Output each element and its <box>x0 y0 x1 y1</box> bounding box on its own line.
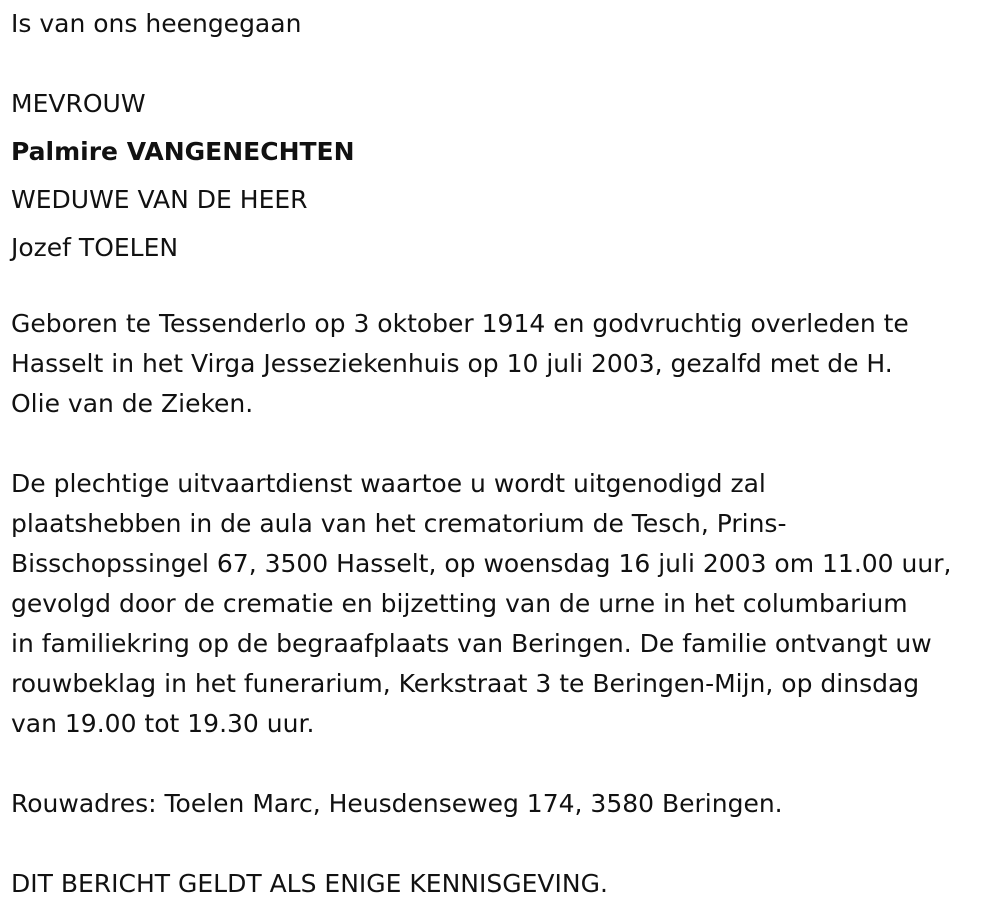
spacer <box>11 424 996 464</box>
paragraph-line: in familiekring op de begraafplaats van Beringen. De familie ontvangt uw <box>11 629 932 658</box>
paragraph-line: van 19.00 tot 19.30 uur. <box>11 709 315 738</box>
title-prefix: MEVROUW <box>11 89 146 118</box>
paragraph-line: Hasselt in het Virga Jesseziekenhuis op 10 juli 2003, gezalfd met de H. <box>11 349 893 378</box>
mourning-address: Rouwadres: Toelen Marc, Heusdenseweg 174, 3580 Beringen. <box>11 789 783 818</box>
closing-text: DIT BERICHT GELDT ALS ENIGE KENNISGEVING. <box>11 869 608 898</box>
intro-text: Is van ons heengegaan <box>11 9 302 38</box>
spacer <box>11 824 996 864</box>
service-paragraph <box>11 464 996 744</box>
deceased-name: Palmire VANGENECHTEN <box>11 137 355 166</box>
birth-paragraph <box>11 304 996 424</box>
death-notice <box>11 0 996 904</box>
spacer <box>11 272 996 304</box>
paragraph-line: plaatshebben in de aula van het crematorium de Tesch, Prins- <box>11 509 787 538</box>
spacer <box>11 48 996 80</box>
paragraph-line: rouwbeklag in het funerarium, Kerkstraat 3 te Beringen-Mijn, op dinsdag <box>11 669 920 698</box>
spouse-name: Jozef TOELEN <box>11 233 179 262</box>
paragraph-line: gevolgd door de crematie en bijzetting van de urne in het columbarium <box>11 589 908 618</box>
paragraph-line: Olie van de Zieken. <box>11 389 254 418</box>
relation-text: WEDUWE VAN DE HEER <box>11 185 308 214</box>
paragraph-line: De plechtige uitvaartdienst waartoe u wordt uitgenodigd zal <box>11 469 766 498</box>
paragraph-line: Bisschopssingel 67, 3500 Hasselt, op woensdag 16 juli 2003 om 11.00 uur, <box>11 549 952 578</box>
spacer <box>11 744 996 784</box>
paragraph-line: Geboren te Tessenderlo op 3 oktober 1914 en godvruchtig overleden te <box>11 309 909 338</box>
